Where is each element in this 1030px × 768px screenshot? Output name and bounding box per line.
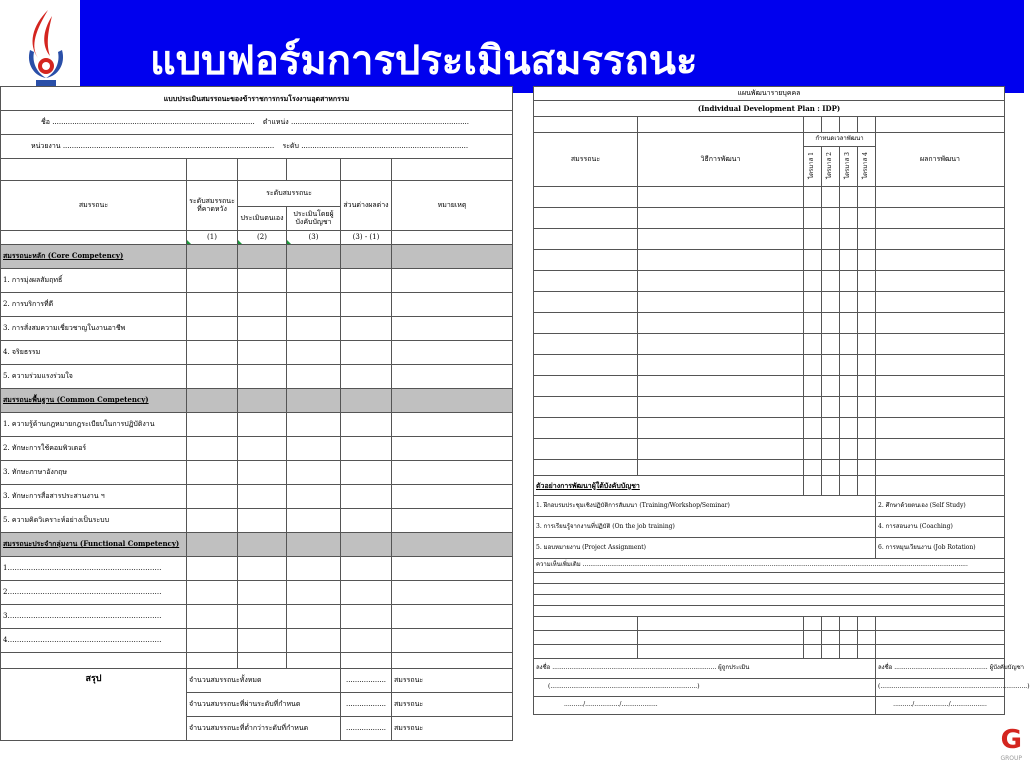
example-item: 3. การเรียนรู้จากงานที่ปฏิบัติ (On the job training) (534, 517, 876, 538)
plan-result-cell[interactable] (876, 439, 1005, 460)
q1-cell[interactable] (804, 418, 822, 439)
unit-label: หน่วยงาน (31, 141, 61, 150)
plan-method-cell[interactable] (638, 187, 804, 208)
plan-result-cell[interactable] (876, 418, 1005, 439)
self-cell[interactable] (238, 365, 287, 389)
diff-cell[interactable] (341, 629, 392, 653)
supervisor-cell[interactable] (287, 557, 341, 581)
diff-cell[interactable] (341, 365, 392, 389)
diff-cell[interactable] (341, 557, 392, 581)
plan-result-cell[interactable] (876, 229, 1005, 250)
q4-cell[interactable] (858, 397, 876, 418)
q4-cell[interactable] (858, 250, 876, 271)
plan-method-cell[interactable] (638, 397, 804, 418)
plan-result-cell[interactable] (876, 271, 1005, 292)
expected-cell[interactable] (187, 341, 238, 365)
section-header: สมรรถนะพื้นฐาน (Common Competency) (1, 389, 187, 413)
competency-row-label: 4. จริยธรรม (1, 341, 187, 365)
q3-cell[interactable] (840, 376, 858, 397)
example-item: 6. การหมุนเวียนงาน (Job Rotation) (876, 538, 1005, 559)
self-cell[interactable] (238, 485, 287, 509)
q3-cell[interactable] (840, 334, 858, 355)
example-item: 4. การสอนงาน (Coaching) (876, 517, 1005, 538)
self-cell[interactable] (238, 557, 287, 581)
supervisor-cell[interactable] (287, 461, 341, 485)
remarks-cell[interactable] (392, 557, 513, 581)
idp-subtitle: (Individual Development Plan : IDP) (534, 101, 1005, 117)
plan-method-cell[interactable] (638, 418, 804, 439)
remarks-cell[interactable] (392, 509, 513, 533)
summary-row-label: จำนวนสมรรถนะที่ผ่านระดับที่กำหนด (187, 693, 341, 717)
summary-label: สรุป (1, 669, 187, 741)
q3-cell[interactable] (840, 397, 858, 418)
plan-result-cell[interactable] (876, 334, 1005, 355)
q4-cell[interactable] (858, 229, 876, 250)
remarks-cell[interactable] (392, 581, 513, 605)
q2-cell[interactable] (822, 313, 840, 334)
plan-method-cell[interactable] (638, 250, 804, 271)
competency-row-label: 3. ทักษะภาษาอังกฤษ (1, 461, 187, 485)
comment-line[interactable] (534, 606, 1005, 617)
self-cell[interactable] (238, 509, 287, 533)
position-label: ตำแหน่ง (262, 117, 289, 126)
q4-cell[interactable] (858, 355, 876, 376)
q1-cell[interactable] (804, 187, 822, 208)
q1-cell[interactable] (804, 376, 822, 397)
q4-cell[interactable] (858, 271, 876, 292)
comment-line[interactable] (534, 595, 1005, 606)
remarks-cell[interactable] (392, 437, 513, 461)
expected-cell[interactable] (187, 269, 238, 293)
q2-cell[interactable] (822, 292, 840, 313)
remarks-cell[interactable] (392, 317, 513, 341)
summary-row-label: จำนวนสมรรถนะทั้งหมด (187, 669, 341, 693)
plan-result-cell[interactable] (876, 187, 1005, 208)
plan-method-cell[interactable] (638, 313, 804, 334)
comment-line[interactable] (534, 584, 1005, 595)
q1-cell[interactable] (804, 292, 822, 313)
plan-result-cell[interactable] (876, 355, 1005, 376)
page-title: แบบฟอร์มการประเมินสมรรถนะ (150, 38, 698, 84)
plan-competency-cell[interactable] (534, 376, 638, 397)
self-cell[interactable] (238, 269, 287, 293)
expected-cell[interactable] (187, 317, 238, 341)
col-supervisor: ประเมินโดยผู้บังคับบัญชา (287, 207, 341, 231)
idp-col-result: ผลการพัฒนา (876, 133, 1005, 187)
example-item: 5. มอบหมายงาน (Project Assignment) (534, 538, 876, 559)
remarks-cell[interactable] (392, 341, 513, 365)
plan-competency-cell[interactable] (534, 397, 638, 418)
expected-cell[interactable] (187, 485, 238, 509)
diff-cell[interactable] (341, 413, 392, 437)
plan-result-cell[interactable] (876, 376, 1005, 397)
diff-cell[interactable] (341, 605, 392, 629)
q2-cell[interactable] (822, 418, 840, 439)
competency-row-label: 1. ความรู้ด้านกฎหมายกฎระเบียบในการปฏิบัติงาน (1, 413, 187, 437)
summary-unit: สมรรถนะ (392, 669, 513, 693)
self-cell[interactable] (238, 461, 287, 485)
expected-cell[interactable] (187, 581, 238, 605)
diff-cell[interactable] (341, 461, 392, 485)
q3-cell[interactable] (840, 439, 858, 460)
competency-row-label: 2………………………………………………………… (1, 581, 187, 605)
evaluee-date-field[interactable]: ........../................../................... (534, 697, 876, 715)
remarks-cell[interactable] (392, 365, 513, 389)
q3-cell[interactable] (840, 292, 858, 313)
q2-cell[interactable] (822, 397, 840, 418)
self-cell[interactable] (238, 581, 287, 605)
q4-cell[interactable] (858, 208, 876, 229)
plan-competency-cell[interactable] (534, 355, 638, 376)
idp-col-competency: สมรรถนะ (534, 133, 638, 187)
evaluee-name-field[interactable]: (.............................................................................) (534, 679, 876, 697)
expected-cell[interactable] (187, 629, 238, 653)
section-header: สมรรถนะหลัก (Core Competency) (1, 245, 187, 269)
examples-title: ตัวอย่างการพัฒนาผู้ใต้บังคับบัญชา (534, 476, 804, 496)
q3-cell[interactable] (840, 418, 858, 439)
q4-cell[interactable] (858, 292, 876, 313)
col-num-diff: (3) - (1) (341, 231, 392, 245)
self-cell[interactable] (238, 317, 287, 341)
remarks-cell[interactable] (392, 293, 513, 317)
remarks-cell[interactable] (392, 629, 513, 653)
q2-cell[interactable] (822, 355, 840, 376)
competency-row-label: 2. การบริการที่ดี (1, 293, 187, 317)
q3-cell[interactable] (840, 313, 858, 334)
idp-col-period: กำหนดเวลาพัฒนา (804, 133, 876, 147)
supervisor-cell[interactable] (287, 485, 341, 509)
diff-cell[interactable] (341, 317, 392, 341)
competency-assessment-form (0, 86, 512, 754)
plan-competency-cell[interactable] (534, 271, 638, 292)
q3-cell[interactable] (840, 355, 858, 376)
supervisor-cell[interactable] (287, 581, 341, 605)
q2-cell[interactable] (822, 208, 840, 229)
self-cell[interactable] (238, 341, 287, 365)
individual-development-plan-form (533, 86, 1030, 756)
q2-cell[interactable] (822, 334, 840, 355)
plan-result-cell[interactable] (876, 292, 1005, 313)
supervisor-label: ผู้บังคับบัญชา (989, 664, 1025, 672)
example-item: 1. ฝึกอบรมประชุมเชิงปฏิบัติการสัมมนา (Training/Workshop/Seminar) (534, 496, 876, 517)
plan-result-cell[interactable] (876, 208, 1005, 229)
q2-cell[interactable] (822, 229, 840, 250)
col-num-1: (1) (187, 231, 238, 245)
supervisor-cell[interactable] (287, 269, 341, 293)
expected-cell[interactable] (187, 413, 238, 437)
col-num-2: (2) (238, 231, 287, 245)
col-level-group: ระดับสมรรถนะ (238, 181, 341, 207)
idp-col-method: วิธีการพัฒนา (638, 133, 804, 187)
q1-cell[interactable] (804, 271, 822, 292)
competency-row-label: 3. ทักษะการสื่อสารประสานงาน ฯ (1, 485, 187, 509)
supervisor-date-field[interactable]: ........../................../................... (876, 697, 1005, 715)
supervisor-cell[interactable] (287, 365, 341, 389)
plan-method-cell[interactable] (638, 355, 804, 376)
q1-cell[interactable] (804, 439, 822, 460)
plan-result-cell[interactable] (876, 397, 1005, 418)
q4-cell[interactable] (858, 418, 876, 439)
supervisor-cell[interactable] (287, 317, 341, 341)
supervisor-cell[interactable] (287, 413, 341, 437)
unit-level-row[interactable]: หน่วยงาน ............................................................................................... ระดับ ........................................................................... (1, 135, 513, 159)
additional-comments-field[interactable]: ความเห็นเพิ่มเติม .......................................................................................................................................................................................................... (534, 559, 1005, 573)
q3-cell[interactable] (840, 187, 858, 208)
competency-row-label: 5. ความร่วมแรงร่วมใจ (1, 365, 187, 389)
col-competency: สมรรถนะ (1, 181, 187, 231)
supervisor-signature-field[interactable]: ลงชื่อ ................................................. ผู้บังคับบัญชา (876, 659, 1005, 679)
plan-competency-cell[interactable] (534, 229, 638, 250)
diff-cell[interactable] (341, 437, 392, 461)
quarter-2-header: ไตรมาส 2 (822, 147, 840, 187)
diff-cell[interactable] (341, 581, 392, 605)
q1-cell[interactable] (804, 355, 822, 376)
level-label: ระดับ (282, 141, 299, 150)
q2-cell[interactable] (822, 250, 840, 271)
diff-cell[interactable] (341, 293, 392, 317)
diff-cell[interactable] (341, 269, 392, 293)
self-cell[interactable] (238, 605, 287, 629)
competency-row-label: 1. การมุ่งผลสัมฤทธิ์ (1, 269, 187, 293)
q1-cell[interactable] (804, 208, 822, 229)
example-item: 2. ศึกษาด้วยตนเอง (Self Study) (876, 496, 1005, 517)
self-cell[interactable] (238, 413, 287, 437)
expected-cell[interactable] (187, 293, 238, 317)
competency-row-label: 3. การสั่งสมความเชี่ยวชาญในงานอาชีพ (1, 317, 187, 341)
self-cell[interactable] (238, 437, 287, 461)
col-diff: ส่วนต่างผลต่าง (341, 181, 392, 231)
col-num-3: (3) (287, 231, 341, 245)
expected-cell[interactable] (187, 365, 238, 389)
q1-cell[interactable] (804, 397, 822, 418)
brand-letter: G (1000, 725, 1022, 755)
form-title: แบบประเมินสมรรถนะของข้าราชการกรมโรงงานอุตสาหกรรม (1, 87, 513, 111)
competency-row-label: 3………………………………………………………… (1, 605, 187, 629)
comment-line[interactable] (534, 573, 1005, 584)
plan-method-cell[interactable] (638, 229, 804, 250)
q3-cell[interactable] (840, 250, 858, 271)
q4-cell[interactable] (858, 313, 876, 334)
plan-competency-cell[interactable] (534, 313, 638, 334)
plan-method-cell[interactable] (638, 292, 804, 313)
quarter-3-header: ไตรมาส 3 (840, 147, 858, 187)
plan-competency-cell[interactable] (534, 334, 638, 355)
summary-unit: สมรรถนะ (392, 717, 513, 741)
plan-competency-cell[interactable] (534, 250, 638, 271)
q2-cell[interactable] (822, 376, 840, 397)
remarks-cell[interactable] (392, 605, 513, 629)
q4-cell[interactable] (858, 376, 876, 397)
plan-competency-cell[interactable] (534, 187, 638, 208)
supervisor-cell[interactable] (287, 629, 341, 653)
diff-cell[interactable] (341, 485, 392, 509)
plan-competency-cell[interactable] (534, 292, 638, 313)
supervisor-cell[interactable] (287, 341, 341, 365)
diff-cell[interactable] (341, 341, 392, 365)
q1-cell[interactable] (804, 313, 822, 334)
plan-result-cell[interactable] (876, 250, 1005, 271)
col-remarks: หมายเหตุ (392, 181, 513, 231)
quarter-4-header: ไตรมาส 4 (858, 147, 876, 187)
expected-cell[interactable] (187, 605, 238, 629)
supervisor-cell[interactable] (287, 605, 341, 629)
expected-cell[interactable] (187, 509, 238, 533)
q1-cell[interactable] (804, 334, 822, 355)
q4-cell[interactable] (858, 187, 876, 208)
summary-count-input[interactable]: .................. (341, 669, 392, 693)
additional-comments-label: ความเห็นเพิ่มเติม (536, 561, 581, 569)
competency-row-label: 1………………………………………………………… (1, 557, 187, 581)
col-self: ประเมินตนเอง (238, 207, 287, 231)
idp-title: แผนพัฒนารายบุคคล (534, 87, 1005, 101)
q2-cell[interactable] (822, 271, 840, 292)
name-label: ชื่อ (41, 117, 50, 126)
plan-method-cell[interactable] (638, 376, 804, 397)
expected-cell[interactable] (187, 437, 238, 461)
evaluee-label: ผู้ถูกประเมิน (718, 664, 750, 672)
supervisor-name-field[interactable]: (.............................................................................) (876, 679, 1005, 697)
supervisor-cell[interactable] (287, 437, 341, 461)
q4-cell[interactable] (858, 439, 876, 460)
plan-competency-cell[interactable] (534, 439, 638, 460)
plan-method-cell[interactable] (638, 208, 804, 229)
diff-cell[interactable] (341, 509, 392, 533)
remarks-cell[interactable] (392, 461, 513, 485)
competency-row-label: 4………………………………………………………… (1, 629, 187, 653)
remarks-cell[interactable] (392, 269, 513, 293)
plan-method-cell[interactable] (638, 271, 804, 292)
plan-competency-cell[interactable] (534, 418, 638, 439)
plan-result-cell[interactable] (876, 313, 1005, 334)
evaluee-signature-field[interactable]: ลงชื่อ ...................................................................................... ผู้ถูกประเมิน (534, 659, 876, 679)
summary-count-input[interactable]: .................. (341, 693, 392, 717)
q2-cell[interactable] (822, 439, 840, 460)
self-cell[interactable] (238, 293, 287, 317)
q3-cell[interactable] (840, 271, 858, 292)
summary-row-label: จำนวนสมรรถนะที่ต่ำกว่าระดับที่กำหนด (187, 717, 341, 741)
remarks-cell[interactable] (392, 485, 513, 509)
expected-cell[interactable] (187, 461, 238, 485)
remarks-cell[interactable] (392, 413, 513, 437)
name-position-row[interactable]: ชื่อ ........................................................................................... ตำแหน่ง ................................................................................ (1, 111, 513, 135)
summary-count-input[interactable]: .................. (341, 717, 392, 741)
plan-method-cell[interactable] (638, 439, 804, 460)
section-header: สมรรถนะประจำกลุ่มงาน (Functional Competency) (1, 533, 187, 557)
q3-cell[interactable] (840, 208, 858, 229)
summary-unit: สมรรถนะ (392, 693, 513, 717)
self-cell[interactable] (238, 629, 287, 653)
competency-row-label: 5. ความคิดวิเคราะห์อย่างเป็นระบบ (1, 509, 187, 533)
q4-cell[interactable] (858, 334, 876, 355)
brand-small-text: GROUP (1000, 755, 1022, 762)
plan-competency-cell[interactable] (534, 208, 638, 229)
q1-cell[interactable] (804, 229, 822, 250)
q2-cell[interactable] (822, 187, 840, 208)
q1-cell[interactable] (804, 250, 822, 271)
quarter-1-header: ไตรมาส 1 (804, 147, 822, 187)
expected-cell[interactable] (187, 557, 238, 581)
col-expected: ระดับสมรรถนะที่คาดหวัง (187, 181, 238, 231)
supervisor-cell[interactable] (287, 509, 341, 533)
competency-row-label: 2. ทักษะการใช้คอมพิวเตอร์ (1, 437, 187, 461)
plan-method-cell[interactable] (638, 334, 804, 355)
q3-cell[interactable] (840, 229, 858, 250)
supervisor-cell[interactable] (287, 293, 341, 317)
organization-logo-icon (18, 6, 74, 92)
